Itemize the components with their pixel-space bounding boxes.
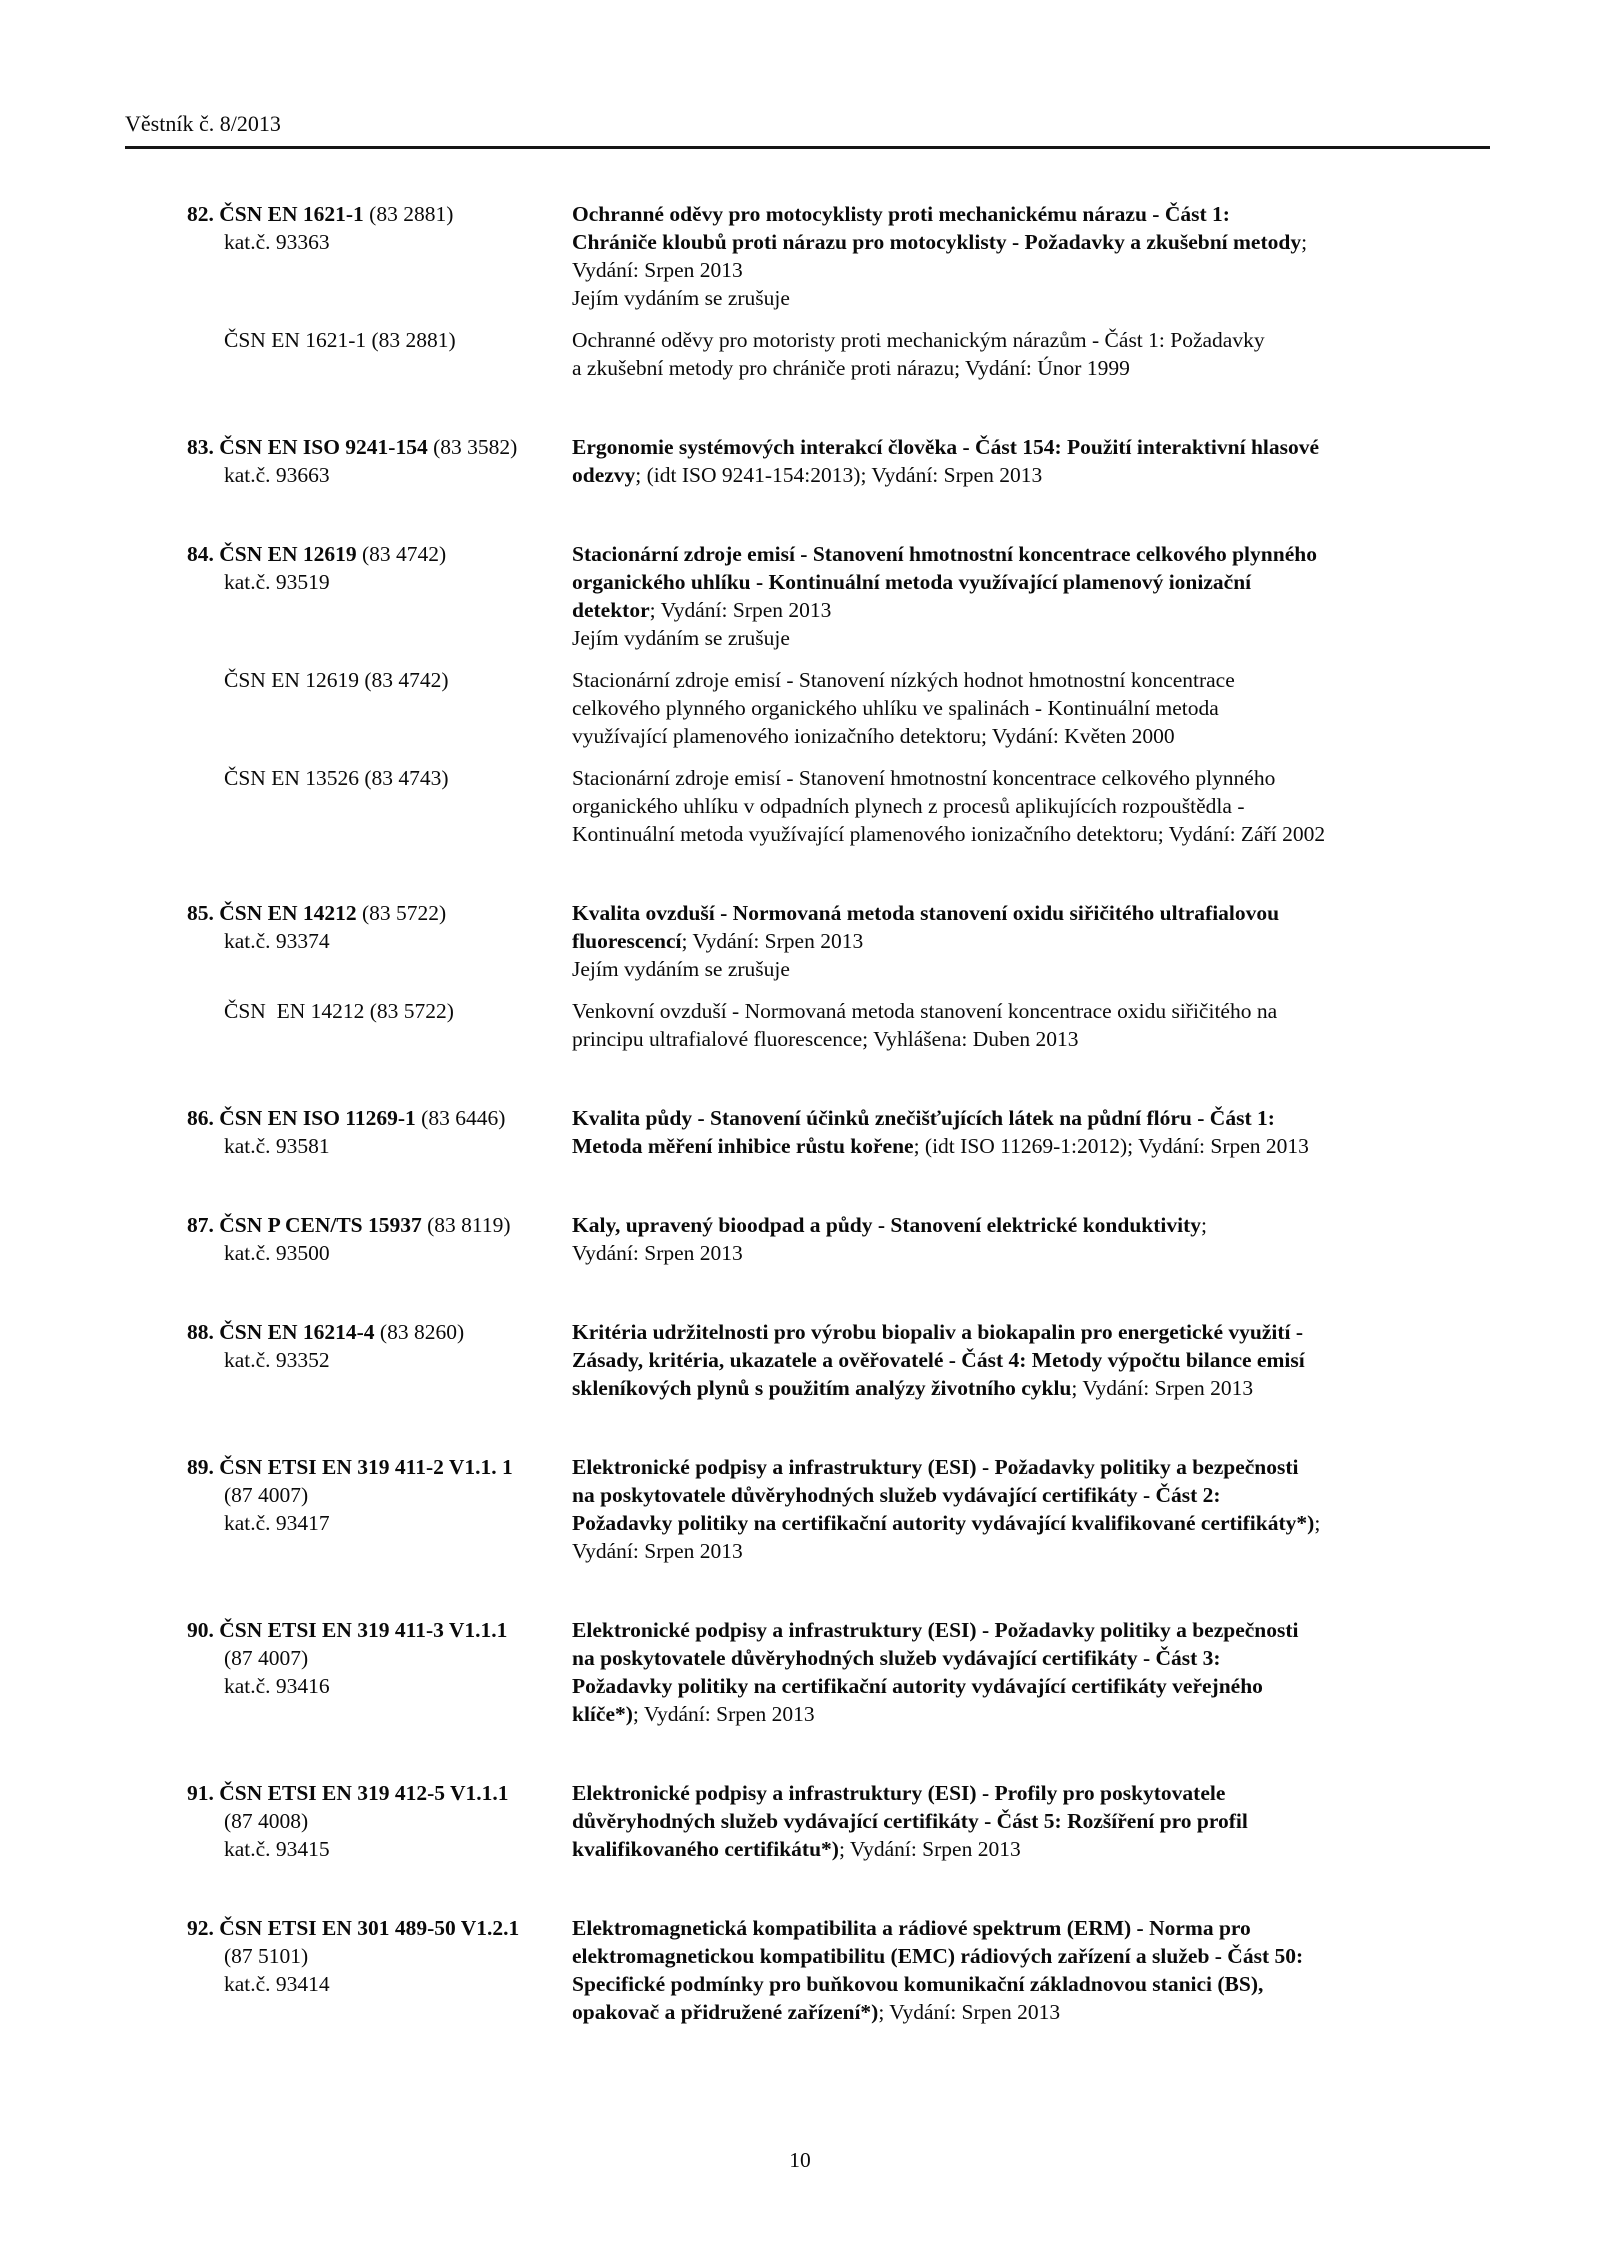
bold-text-segment: na poskytovatele důvěryhodných služeb vydávající certifikáty - Část 3: [572, 1646, 1221, 1670]
text-line [572, 1914, 1540, 1942]
bold-text-segment: Kaly, upravený bioodpad a půdy - Stanovení elektrické konduktivity [572, 1213, 1202, 1237]
entry-main-row [187, 540, 1540, 652]
bold-text-segment: Elektronické podpisy a infrastruktury (ESI) - Požadavky politiky a bezpečnosti [572, 1618, 1299, 1642]
text-line [572, 997, 1540, 1025]
standard-entry-92 [187, 1914, 1540, 2026]
bold-text-segment: opakovač a přidružené zařízení*) [572, 2000, 879, 2024]
text-line [572, 1835, 1540, 1863]
entry-main-row [187, 433, 1540, 489]
entry-main-row [187, 1616, 1540, 1728]
text-line [187, 1318, 572, 1346]
standard-code-cell [187, 1779, 572, 1863]
text-segment: (83 5722) [356, 901, 447, 925]
text-segment: ; [1201, 1213, 1207, 1237]
text-line [187, 1453, 572, 1481]
entry-main-row [187, 1779, 1540, 1863]
page-number: 10 [789, 2148, 811, 2172]
text-segment: kat.č. 93417 [224, 1511, 330, 1535]
bold-text-segment: 85. ČSN EN 14212 [187, 901, 357, 925]
text-segment: kat.č. 93581 [224, 1134, 330, 1158]
text-line [572, 461, 1540, 489]
text-segment: Vydání: Srpen 2013 [572, 1539, 743, 1563]
bold-text-segment: důvěryhodných služeb vydávající certifikáty - Část 5: Rozšíření pro profil [572, 1809, 1248, 1833]
text-line [572, 820, 1540, 848]
text-line [572, 200, 1540, 228]
standard-entry-84 [187, 540, 1540, 848]
standard-entry-89 [187, 1453, 1540, 1565]
text-line [572, 1104, 1540, 1132]
bold-text-segment: detektor [572, 598, 650, 622]
text-segment: ; [1301, 230, 1308, 254]
text-line [572, 1239, 1540, 1267]
bold-text-segment: 89. ČSN ETSI EN 319 411-2 V1.1. 1 [187, 1455, 513, 1479]
text-line [572, 927, 1540, 955]
text-line [187, 1211, 572, 1239]
text-line [187, 200, 572, 228]
standard-description-cell [572, 540, 1540, 652]
standard-code-cell [187, 899, 572, 983]
bold-text-segment: kvalifikovaného certifikátu*) [572, 1837, 839, 1861]
bold-text-segment: 91. ČSN ETSI EN 319 412-5 V1.1.1 [187, 1781, 509, 1805]
text-line [572, 1672, 1540, 1700]
bold-text-segment: 90. ČSN ETSI EN 319 411-3 V1.1.1 [187, 1618, 508, 1642]
entry-sub-row [187, 666, 1540, 750]
text-line [572, 228, 1540, 256]
text-line [224, 1835, 572, 1863]
text-line [572, 354, 1540, 382]
header-rule [125, 146, 1490, 149]
standard-entry-90 [187, 1616, 1540, 1728]
standard-description-cell [572, 997, 1540, 1053]
text-line [224, 461, 572, 489]
entry-main-row [187, 899, 1540, 983]
standard-description-cell [572, 433, 1540, 489]
standard-description-cell [572, 1779, 1540, 1863]
standard-code-cell [187, 540, 572, 652]
text-segment: Ochranné oděvy pro motoristy proti mechanickým nárazům - Část 1: Požadavky [572, 328, 1265, 352]
bold-text-segment: 83. ČSN EN ISO 9241-154 [187, 435, 428, 459]
text-line [224, 1239, 572, 1267]
text-line [572, 1700, 1540, 1728]
text-segment: ; Vydání: Srpen 2013 [878, 2000, 1061, 2024]
text-line [187, 899, 572, 927]
text-segment: ČSN EN 13526 (83 4743) [224, 766, 449, 790]
text-line [187, 433, 572, 461]
text-line [572, 1779, 1540, 1807]
text-line [572, 792, 1540, 820]
standard-code-cell [187, 326, 572, 382]
page-header [125, 110, 1490, 149]
bold-text-segment: elektromagnetickou kompatibilitu (EMC) rádiových zařízení a služeb - Část 50: [572, 1944, 1304, 1968]
text-segment: (83 3582) [427, 435, 518, 459]
entry-main-row [187, 1453, 1540, 1565]
text-line [572, 764, 1540, 792]
text-line [224, 927, 572, 955]
text-line [572, 540, 1540, 568]
bold-text-segment: organického uhlíku - Kontinuální metoda využívající plamenový ionizační [572, 570, 1252, 594]
bold-text-segment: Ochranné oděvy pro motocyklisty proti mechanickému nárazu - Část 1: [572, 202, 1230, 226]
standard-code-cell [187, 1914, 572, 2026]
text-line [572, 694, 1540, 722]
text-segment: (87 4007) [224, 1483, 309, 1507]
text-line [572, 1616, 1540, 1644]
text-segment: kat.č. 93416 [224, 1674, 330, 1698]
standard-description-cell [572, 1211, 1540, 1267]
text-line [224, 1481, 572, 1509]
standard-entry-82 [187, 200, 1540, 382]
text-segment: (87 4008) [224, 1809, 309, 1833]
text-segment: ČSN EN 1621-1 (83 2881) [224, 328, 456, 352]
text-segment: ; Vydání: Srpen 2013 [632, 1702, 815, 1726]
text-segment: a zkušební metody pro chrániče proti nárazu; Vydání: Únor 1999 [572, 356, 1130, 380]
bold-text-segment: Elektronické podpisy a infrastruktury (ESI) - Profily pro poskytovatele [572, 1781, 1226, 1805]
text-line [187, 1616, 572, 1644]
text-line [224, 1509, 572, 1537]
text-line [572, 1025, 1540, 1053]
bold-text-segment: odezvy [572, 463, 636, 487]
bold-text-segment: 86. ČSN EN ISO 11269-1 [187, 1106, 416, 1130]
text-line [572, 284, 1540, 312]
text-line [224, 1807, 572, 1835]
standard-description-cell [572, 1104, 1540, 1160]
text-segment: (87 5101) [224, 1944, 309, 1968]
entry-main-row [187, 1104, 1540, 1160]
text-segment: kat.č. 93663 [224, 463, 330, 487]
text-segment: Stacionární zdroje emisí - Stanovení nízkých hodnot hmotnostní koncentrace [572, 668, 1235, 692]
page-footer [0, 2146, 1600, 2174]
entries [187, 200, 1540, 2077]
standard-code-cell [187, 764, 572, 848]
standard-description-cell [572, 666, 1540, 750]
text-segment: ; (idt ISO 11269-1:2012); Vydání: Srpen 2013 [913, 1134, 1309, 1158]
standard-code-cell [187, 1104, 572, 1160]
bold-text-segment: Specifické podmínky pro buňkovou komunikační základnovou stanici (BS), [572, 1972, 1264, 1996]
text-segment: Jejím vydáním se zrušuje [572, 286, 790, 310]
entry-main-row [187, 1318, 1540, 1402]
text-line [224, 1132, 572, 1160]
text-segment: Jejím vydáním se zrušuje [572, 957, 790, 981]
bold-text-segment: 84. ČSN EN 12619 [187, 542, 357, 566]
standard-description-cell [572, 1453, 1540, 1565]
text-line [572, 1132, 1540, 1160]
standard-description-cell [572, 1318, 1540, 1402]
text-line [572, 624, 1540, 652]
bold-text-segment: 87. ČSN P CEN/TS 15937 [187, 1213, 422, 1237]
text-segment: Vydání: Srpen 2013 [572, 258, 743, 282]
text-segment: kat.č. 93519 [224, 570, 330, 594]
bold-text-segment: Požadavky politiky na certifikační autority vydávající certifikáty veřejného [572, 1674, 1263, 1698]
text-segment: Venkovní ovzduší - Normovaná metoda stanovení koncentrace oxidu siřičitého na [572, 999, 1278, 1023]
text-segment: (83 2881) [363, 202, 454, 226]
standard-entry-86 [187, 1104, 1540, 1160]
text-line [224, 1672, 572, 1700]
standard-entry-87 [187, 1211, 1540, 1267]
standard-description-cell [572, 200, 1540, 312]
standard-code-cell [187, 433, 572, 489]
text-line [572, 433, 1540, 461]
text-line [187, 1104, 572, 1132]
standard-description-cell [572, 764, 1540, 848]
text-segment: ; Vydání: Srpen 2013 [649, 598, 832, 622]
text-line [572, 899, 1540, 927]
text-segment: ; [1314, 1511, 1321, 1535]
text-segment: Jejím vydáním se zrušuje [572, 626, 790, 650]
bold-text-segment: na poskytovatele důvěryhodných služeb vydávající certifikáty - Část 2: [572, 1483, 1221, 1507]
entry-main-row [187, 200, 1540, 312]
text-segment: ČSN EN 12619 (83 4742) [224, 668, 449, 692]
text-line [224, 568, 572, 596]
text-line [572, 1537, 1540, 1565]
text-line [572, 1509, 1540, 1537]
text-line [572, 1970, 1540, 1998]
entry-sub-row [187, 764, 1540, 848]
text-segment: (83 8119) [421, 1213, 511, 1237]
text-line [572, 1644, 1540, 1672]
text-line [224, 997, 572, 1025]
text-line [572, 1481, 1540, 1509]
text-segment: kat.č. 93374 [224, 929, 330, 953]
standard-code-cell [187, 200, 572, 312]
bold-text-segment: klíče*) [572, 1702, 633, 1726]
bold-text-segment: Ergonomie systémových interakcí člověka - Část 154: Použití interaktivní hlasové [572, 435, 1320, 459]
standard-description-cell [572, 1914, 1540, 2026]
standard-code-cell [187, 1211, 572, 1267]
text-segment: organického uhlíku v odpadních plynech z procesů aplikujících rozpouštědla - [572, 794, 1245, 818]
text-segment: principu ultrafialové fluorescence; Vyhlášena: Duben 2013 [572, 1027, 1079, 1051]
text-line [572, 256, 1540, 284]
text-line [572, 1453, 1540, 1481]
text-line [224, 1970, 572, 1998]
bold-text-segment: Požadavky politiky na certifikační autority vydávající kvalifikované certifikáty*) [572, 1511, 1315, 1535]
text-line [187, 540, 572, 568]
bold-text-segment: 88. ČSN EN 16214-4 [187, 1320, 375, 1344]
bold-text-segment: Elektronické podpisy a infrastruktury (ESI) - Požadavky politiky a bezpečnosti [572, 1455, 1299, 1479]
entry-sub-row [187, 997, 1540, 1053]
standard-entry-83 [187, 433, 1540, 489]
bold-text-segment: fluorescencí [572, 929, 682, 953]
text-segment: (83 6446) [415, 1106, 506, 1130]
text-segment: (83 4742) [356, 542, 447, 566]
text-line [224, 764, 572, 792]
bold-text-segment: Metoda měření inhibice růstu kořene [572, 1134, 914, 1158]
text-line [224, 1942, 572, 1970]
text-line [224, 326, 572, 354]
text-segment: kat.č. 93352 [224, 1348, 330, 1372]
standard-description-cell [572, 326, 1540, 382]
text-segment: kat.č. 93415 [224, 1837, 330, 1861]
text-line [572, 1318, 1540, 1346]
bold-text-segment: 92. ČSN ETSI EN 301 489-50 V1.2.1 [187, 1916, 520, 1940]
text-line [224, 666, 572, 694]
text-segment: Kontinuální metoda využívající plamenového ionizačního detektoru; Vydání: Září 2002 [572, 822, 1326, 846]
standard-code-cell [187, 1318, 572, 1402]
entry-sub-row [187, 326, 1540, 382]
text-line [187, 1914, 572, 1942]
standard-entry-88 [187, 1318, 1540, 1402]
text-line [224, 228, 572, 256]
text-segment: Stacionární zdroje emisí - Stanovení hmotnostní koncentrace celkového plynného [572, 766, 1276, 790]
standard-description-cell [572, 1616, 1540, 1728]
entry-main-row [187, 1211, 1540, 1267]
text-line [572, 1942, 1540, 1970]
text-line [572, 1998, 1540, 2026]
standard-code-cell [187, 666, 572, 750]
text-line [187, 1779, 572, 1807]
bold-text-segment: Zásady, kritéria, ukazatele a ověřovatelé - Část 4: Metody výpočtu bilance emisí [572, 1348, 1305, 1372]
standard-entry-85 [187, 899, 1540, 1053]
text-line [572, 326, 1540, 354]
bulletin-title: Věstník č. 8/2013 [125, 111, 281, 136]
text-segment: (87 4007) [224, 1646, 309, 1670]
text-segment: celkového plynného organického uhlíku ve spalinách - Kontinuální metoda [572, 696, 1219, 720]
standard-code-cell [187, 1616, 572, 1728]
bold-text-segment: Chrániče kloubů proti nárazu pro motocyklisty - Požadavky a zkušební metody [572, 230, 1302, 254]
text-segment: ; Vydání: Srpen 2013 [681, 929, 864, 953]
text-segment: kat.č. 93363 [224, 230, 330, 254]
bold-text-segment: Kvalita ovzduší - Normovaná metoda stanovení oxidu siřičitého ultrafialovou [572, 901, 1280, 925]
standard-description-cell [572, 899, 1540, 983]
text-line [572, 666, 1540, 694]
standard-code-cell [187, 997, 572, 1053]
text-segment: ; (idt ISO 9241-154:2013); Vydání: Srpen 2013 [635, 463, 1043, 487]
text-line [572, 568, 1540, 596]
text-line [572, 1211, 1540, 1239]
text-segment: ; Vydání: Srpen 2013 [1071, 1376, 1254, 1400]
bold-text-segment: Stacionární zdroje emisí - Stanovení hmotnostní koncentrace celkového plynného [572, 542, 1317, 566]
text-line [572, 955, 1540, 983]
standard-entry-91 [187, 1779, 1540, 1863]
bold-text-segment: skleníkových plynů s použitím analýzy životního cyklu [572, 1376, 1072, 1400]
text-line [572, 1346, 1540, 1374]
bold-text-segment: Kvalita půdy - Stanovení účinků znečišťujících látek na půdní flóru - Část 1: [572, 1106, 1275, 1130]
text-segment: (83 8260) [374, 1320, 465, 1344]
text-segment: ; Vydání: Srpen 2013 [838, 1837, 1021, 1861]
text-line [572, 722, 1540, 750]
text-segment: využívající plamenového ionizačního detektoru; Vydání: Květen 2000 [572, 724, 1175, 748]
text-segment: ČSN EN 14212 (83 5722) [224, 999, 454, 1023]
text-segment: kat.č. 93414 [224, 1972, 330, 1996]
text-line [224, 1346, 572, 1374]
bold-text-segment: 82. ČSN EN 1621-1 [187, 202, 364, 226]
standard-code-cell [187, 1453, 572, 1565]
text-line [572, 1374, 1540, 1402]
text-segment: Vydání: Srpen 2013 [572, 1241, 743, 1265]
entry-main-row [187, 1914, 1540, 2026]
text-line [224, 1644, 572, 1672]
text-line [572, 1807, 1540, 1835]
bold-text-segment: Elektromagnetická kompatibilita a rádiové spektrum (ERM) - Norma pro [572, 1916, 1251, 1940]
text-line [572, 596, 1540, 624]
bold-text-segment: Kritéria udržitelnosti pro výrobu biopaliv a biokapalin pro energetické využití - [572, 1320, 1304, 1344]
text-segment: kat.č. 93500 [224, 1241, 330, 1265]
